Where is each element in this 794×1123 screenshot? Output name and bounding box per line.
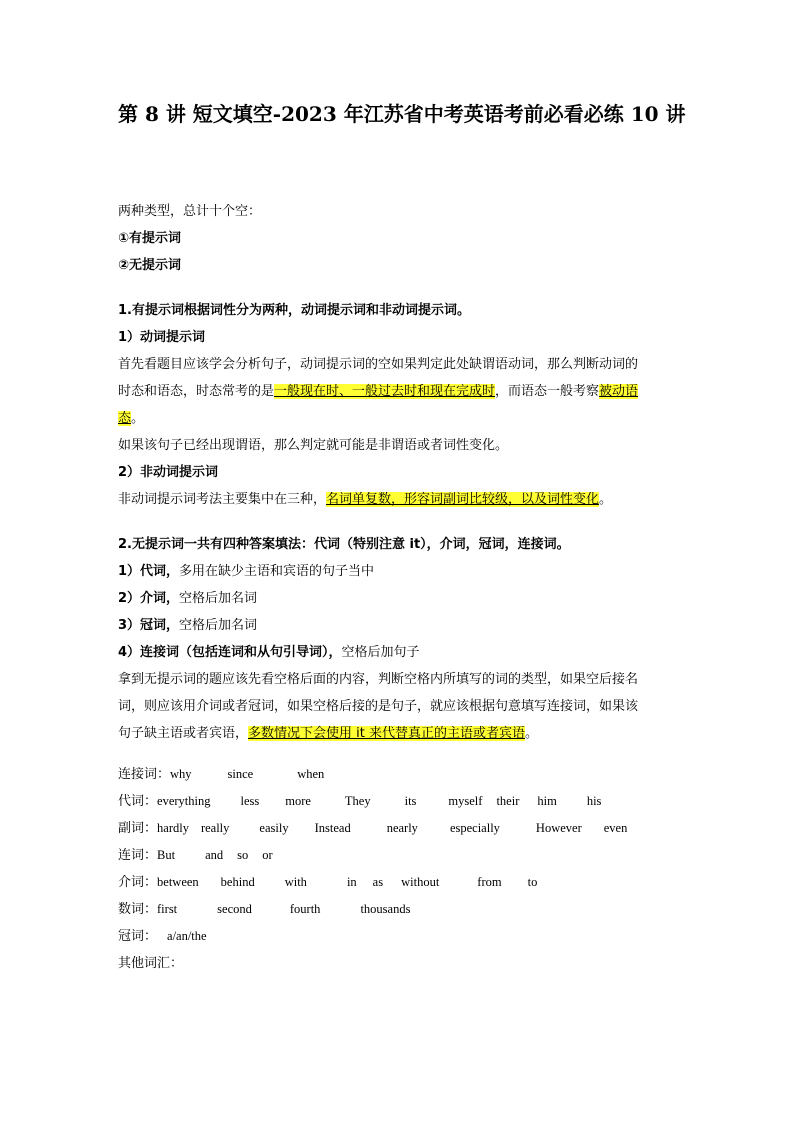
vocab-label: 冠词：	[118, 929, 158, 944]
section1-sub1-p1-line2	[118, 378, 684, 405]
item-text: 空格后加名词	[179, 591, 258, 606]
vocab-word: as	[372, 875, 384, 889]
item-text: 空格后加句子	[341, 645, 420, 660]
section1-sub1-p1-line1: 首先看题目应该学会分析句子，动词提示词的空如果判定此处缺谓语动词，那么判断动词的	[118, 357, 639, 372]
vocab-label: 副词：	[118, 821, 158, 836]
item-label: 3）冠词，	[118, 618, 180, 633]
text-span: 。	[525, 726, 539, 741]
document-body	[118, 198, 684, 977]
section1-sub1-heading: 1）动词提示词	[118, 330, 206, 345]
vocab-pron-row	[118, 788, 684, 815]
vocab-words	[170, 767, 324, 781]
section2-heading: 2.无提示词一共有四种答案填法：代词（特别注意 it），介词，冠词，连接词。	[118, 537, 570, 552]
highlight-passive: 被动语	[599, 384, 639, 399]
section2-p-line1: 拿到无提示词的题应该先看空格后面的内容，判断空格内所填写的词的类型，如果空后接名	[118, 672, 639, 687]
vocab-words	[157, 902, 410, 916]
vocab-word: more	[285, 794, 311, 808]
vocab-label: 连词：	[118, 848, 158, 863]
item-text: 空格后加名词	[179, 618, 258, 633]
vocab-words	[167, 929, 207, 943]
vocab-word: second	[217, 902, 252, 916]
vocab-words	[157, 848, 273, 862]
section1-sub1-p1-line3	[118, 405, 684, 432]
vocab-word: nearly	[386, 821, 418, 835]
vocab-words	[157, 821, 627, 835]
intro-line: 两种类型，总计十个空：	[118, 204, 262, 219]
vocab-label: 代词：	[118, 794, 158, 809]
vocab-words	[157, 794, 601, 808]
vocab-word: between	[157, 875, 199, 889]
vocab-word: But	[157, 848, 176, 862]
section2-p-line2: 词，则应该用介词或者冠词，如果空格后接的是句子，就应该根据句意填写连接词，如果该	[118, 699, 639, 714]
section2-item-2	[118, 585, 684, 612]
vocab-word: easily	[259, 821, 289, 835]
vocab-lian-row	[118, 842, 684, 869]
text-span: 时态和语态，时态常考的是	[118, 384, 275, 399]
vocab-art-row	[118, 923, 684, 950]
text-span: 。	[131, 411, 145, 426]
vocab-word: fourth	[289, 902, 321, 916]
vocab-num-row	[118, 896, 684, 923]
section2-item-1	[118, 558, 684, 585]
vocab-other-row: 其他词汇：	[118, 956, 184, 971]
highlight-it: 多数情况下会使用 it 来代替真正的主语或者宾语	[248, 726, 525, 741]
section1-sub2-p	[118, 486, 684, 513]
text-span: ，而语态一般考察	[495, 384, 600, 399]
vocab-adv-row	[118, 815, 684, 842]
section2-p-line3	[118, 720, 684, 747]
vocab-prep-row	[118, 869, 684, 896]
vocab-word: less	[240, 794, 260, 808]
vocab-word: first	[157, 902, 178, 916]
text-span: 非动词提示词考法主要集中在三种，	[118, 492, 327, 507]
section1-sub2-heading: 2）非动词提示词	[118, 465, 219, 480]
vocab-label: 连接词：	[118, 767, 171, 782]
highlight-passive-cont: 态	[118, 411, 132, 426]
vocab-word: They	[344, 794, 371, 808]
vocab-word: in	[346, 875, 357, 889]
vocab-word: why	[170, 767, 192, 781]
vocab-word: and	[205, 848, 224, 862]
item-label: 4）连接词（包括连词和从句引导词），	[118, 645, 342, 660]
vocab-words	[157, 875, 537, 889]
vocab-word: myself	[448, 794, 483, 808]
page-title: 第 8 讲 短文填空-2023 年江苏省中考英语考前必看必练 10 讲	[118, 102, 686, 126]
vocab-word: when	[297, 767, 325, 781]
text-span: 。	[599, 492, 613, 507]
vocab-word: without	[401, 875, 440, 889]
section1-sub1-p2: 如果该句子已经出现谓语，那么判定就可能是非谓语或者词性变化。	[118, 438, 509, 453]
section1-heading: 1.有提示词根据词性分为两种，动词提示词和非动词提示词。	[118, 303, 470, 318]
section2-item-4	[118, 639, 684, 666]
item-label: 2）介词，	[118, 591, 180, 606]
vocab-word: with	[284, 875, 307, 889]
item-label: 1）代词，	[118, 564, 180, 579]
vocab-word: their	[496, 794, 520, 808]
vocab-word: from	[477, 875, 502, 889]
vocab-word: Instead	[314, 821, 351, 835]
vocab-word: hardly	[157, 821, 189, 835]
vocab-label: 介词：	[118, 875, 158, 890]
vocab-word: a/an/the	[167, 929, 207, 943]
vocab-word: behind	[220, 875, 255, 889]
vocab-word: really	[200, 821, 230, 835]
vocab-word: to	[527, 875, 538, 889]
vocab-word: or	[262, 848, 273, 862]
highlight-non-verb: 名词单复数，形容词副词比较级，以及词性变化	[326, 492, 600, 507]
vocab-word: However	[535, 821, 582, 835]
vocab-conj-row	[118, 761, 684, 788]
vocab-label: 数词：	[118, 902, 158, 917]
intro-item-1: ①有提示词	[118, 231, 182, 246]
text-span: 句子缺主语或者宾语，	[118, 726, 249, 741]
vocab-word: especially	[449, 821, 500, 835]
vocab-word: thousands	[360, 902, 411, 916]
vocab-word: everything	[157, 794, 211, 808]
highlight-tenses: 一般现在时、一般过去时和现在完成时	[274, 384, 496, 399]
intro-item-2: ②无提示词	[118, 258, 182, 273]
vocab-word: its	[404, 794, 417, 808]
vocab-word: his	[586, 794, 602, 808]
section2-item-3	[118, 612, 684, 639]
vocab-word: so	[237, 848, 249, 862]
vocab-word: him	[537, 794, 557, 808]
vocab-word: since	[227, 767, 254, 781]
vocab-word: even	[603, 821, 628, 835]
item-text: 多用在缺少主语和宾语的句子当中	[179, 564, 375, 579]
